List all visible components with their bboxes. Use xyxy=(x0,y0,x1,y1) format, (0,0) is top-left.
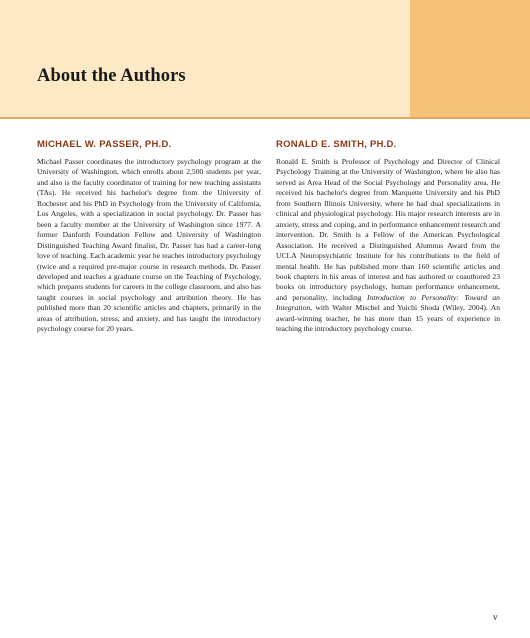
author-bio: Michael Passer coordinates the introductory psychology program at the University of Washington, which enrolls about 2,500 students per year, and also is the faculty coordinator of training for new teaching assistants (TAs). He received his bachelor's degree from the University of Rochester and his PhD in Psychology from the University of California, Los Angeles, with a specialization in social psychology. Dr. Passer has been a faculty member at the University of Washington since 1977. A former Danforth Foundation Fellow and University of Washington Distinguished Teaching Award finalist, Dr. Passer has had a career-long love of teaching. Each academic year he teaches introductory psychology (twice and a required pre-major course in research methods. Dr. Passer developed and teaches a graduate course on the Teaching of Psychology, which prepares students for careers in the college classroom, and also has taught courses in social psychology and attribution theory. He has published more than 20 scientific articles and chapters, primarily in the areas of attribution, stress, and anxiety, and has taught the introductory psychology course for 20 years. xyxy=(37,157,261,334)
author-name: RONALD E. SMITH, PH.D. xyxy=(276,139,397,150)
header-rule xyxy=(0,117,530,119)
bio-text: Ronald E. Smith is Professor of Psychology and Director of Clinical Psychology Training at the University of Washington, where he also has served as Area Head of the Social Psychology and Personality area. He received his bachelor's degree from Marquette University and his PhD from Southern Illinois University, where he had dual specializations in clinical and physiological psychology. His major research interests are in anxiety, stress and coping, and in performance enhancement research and intervention. Dr. Smith is a Fellow of the American Psychological Association. He received a Distinguished Alumnus Award from the UCLA Neuropsychiatric Institute for his contributions to the field of mental health. He has published more than 160 scientific articles and book chapters in his areas of interest and has authored or coauthored 23 books on introductory psychology, human performance enhancement, and personality, including xyxy=(276,157,500,302)
page-number: v xyxy=(493,612,498,622)
author-bio xyxy=(276,157,500,335)
author-column-smith xyxy=(276,139,500,335)
page-title: About the Authors xyxy=(37,66,186,86)
book-title: Introduction to Personality: Toward an Integration xyxy=(276,292,500,313)
header-accent-block xyxy=(410,0,530,117)
author-name: MICHAEL W. PASSER, PH.D. xyxy=(37,139,172,150)
author-column-passer xyxy=(37,139,261,335)
bio-text: , with Walter Mischel and Yuichi Shoda (Wiley, 2004). An award-winning teacher, he has more than 15 years of experience in teaching the introductory psychology course. xyxy=(276,303,500,334)
